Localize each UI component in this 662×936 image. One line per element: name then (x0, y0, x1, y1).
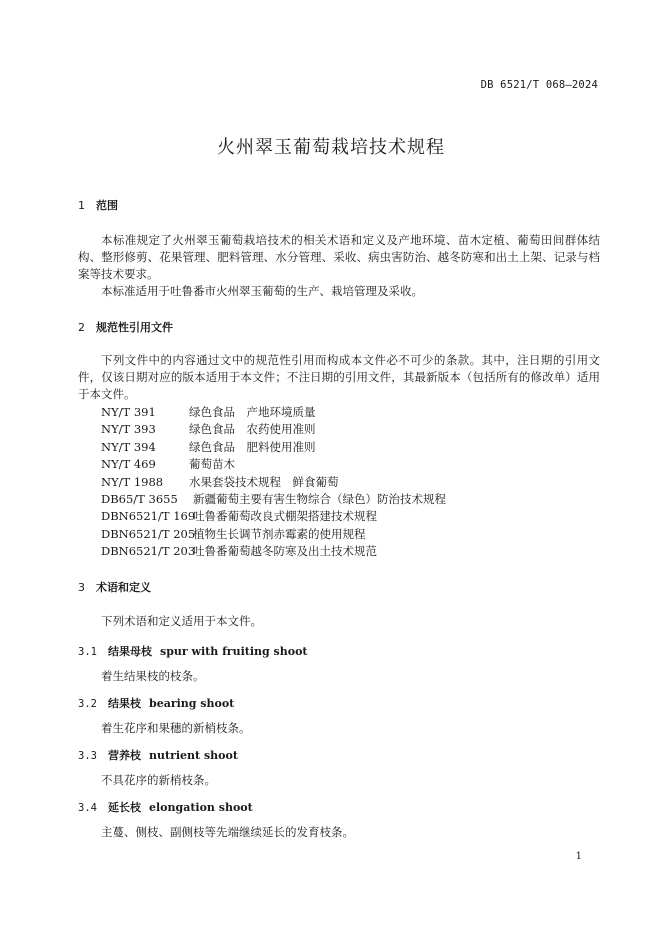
reference-code: NY/T 1988 (101, 474, 164, 489)
section-title: 术语和定义 (96, 581, 151, 594)
list-item (101, 474, 446, 491)
reference-title: 绿色食品 农药使用准则 (189, 422, 316, 437)
reference-title: 水果套袋技术规程 鲜食葡萄 (189, 474, 339, 489)
reference-code: DBN6521/T 169 (101, 509, 196, 524)
term-heading (78, 695, 234, 711)
term-chinese: 结果母枝 (108, 645, 152, 658)
reference-title: 绿色食品 肥料使用准则 (189, 439, 316, 454)
term-definition: 着生花序和果穗的新梢枝条。 (101, 721, 251, 735)
term-english: elongation shoot (149, 801, 253, 814)
term-definition: 不具花序的新梢枝条。 (101, 773, 216, 787)
section-1-heading (78, 197, 118, 213)
reference-title: 葡萄苗木 (189, 457, 235, 472)
reference-title: 植物生长调节剂赤霉素的使用规程 (193, 526, 366, 541)
reference-title: 新疆葡萄主要有害生物综合（绿色）防治技术规程 (193, 491, 446, 506)
reference-title: 吐鲁番葡萄改良式棚架搭建技术规程 (193, 509, 377, 524)
reference-code: DBN6521/T 205 (101, 526, 196, 541)
applicability-paragraph: 本标准适用于吐鲁番市火州翠玉葡萄的生产、栽培管理及采收。 (101, 284, 423, 298)
term-number: 3.3 (78, 750, 97, 762)
term-number: 3.2 (78, 698, 97, 710)
list-item (101, 508, 446, 525)
reference-code: NY/T 391 (101, 405, 156, 419)
list-item (101, 543, 446, 560)
term-number: 3.1 (78, 646, 97, 658)
reference-code: NY/T 393 (101, 422, 156, 437)
term-english: nutrient shoot (149, 749, 238, 762)
section-number: 1 (78, 199, 85, 212)
list-item (101, 526, 446, 543)
document-title: 火州翠玉葡萄栽培技术规程 (217, 137, 445, 158)
reference-list (101, 404, 446, 561)
normative-references-paragraph: 下列文件中的内容通过文中的规范性引用而构成本文件必不可少的条款。其中，注日期的引用文件，仅该日期对应的版本适用于本文件；不注日期的引用文件，其最新版本（包括所有的修改单）适用于本文件。 (78, 353, 600, 401)
list-item (101, 456, 446, 473)
section-2-heading (78, 319, 173, 335)
section-number: 2 (78, 321, 85, 334)
term-heading (78, 799, 253, 815)
section-title: 范围 (96, 199, 118, 212)
term-chinese: 营养枝 (108, 749, 141, 762)
section-3-heading (78, 579, 151, 595)
terms-intro-paragraph: 下列术语和定义适用于本文件。 (101, 614, 262, 628)
reference-code: DB65/T 3655 (101, 491, 178, 506)
term-definition: 着生结果枝的枝条。 (101, 669, 205, 683)
term-chinese: 延长枝 (108, 801, 141, 814)
term-heading (78, 747, 238, 763)
scope-paragraph: 本标准规定了火州翠玉葡萄栽培技术的相关术语和定义及产地环境、苗木定植、葡萄田间群体结构、整形修剪、花果管理、肥料管理、水分管理、采收、病虫害防治、越冬防寒和出土上架、记录与档案等技术要求。 (78, 233, 600, 281)
term-number: 3.4 (78, 802, 97, 814)
reference-title: 绿色食品 产地环境质量 (189, 405, 316, 419)
reference-code: NY/T 394 (101, 439, 156, 454)
list-item (101, 404, 446, 421)
term-english: bearing shoot (149, 697, 235, 710)
section-title: 规范性引用文件 (96, 321, 173, 334)
list-item (101, 491, 446, 508)
list-item (101, 421, 446, 438)
reference-title: 吐鲁番葡萄越冬防寒及出土技术规范 (193, 544, 377, 559)
term-chinese: 结果枝 (108, 697, 141, 710)
reference-code: DBN6521/T 203 (101, 544, 196, 559)
term-english: spur with fruiting shoot (160, 645, 308, 658)
standard-code: DB 6521/T 068—2024 (480, 79, 598, 91)
reference-code: NY/T 469 (101, 457, 156, 472)
section-number: 3 (78, 581, 85, 594)
page-number: 1 (575, 851, 582, 862)
term-definition: 主蔓、侧枝、副侧枝等先端继续延长的发育枝条。 (101, 825, 354, 839)
list-item (101, 439, 446, 456)
term-heading (78, 643, 308, 659)
